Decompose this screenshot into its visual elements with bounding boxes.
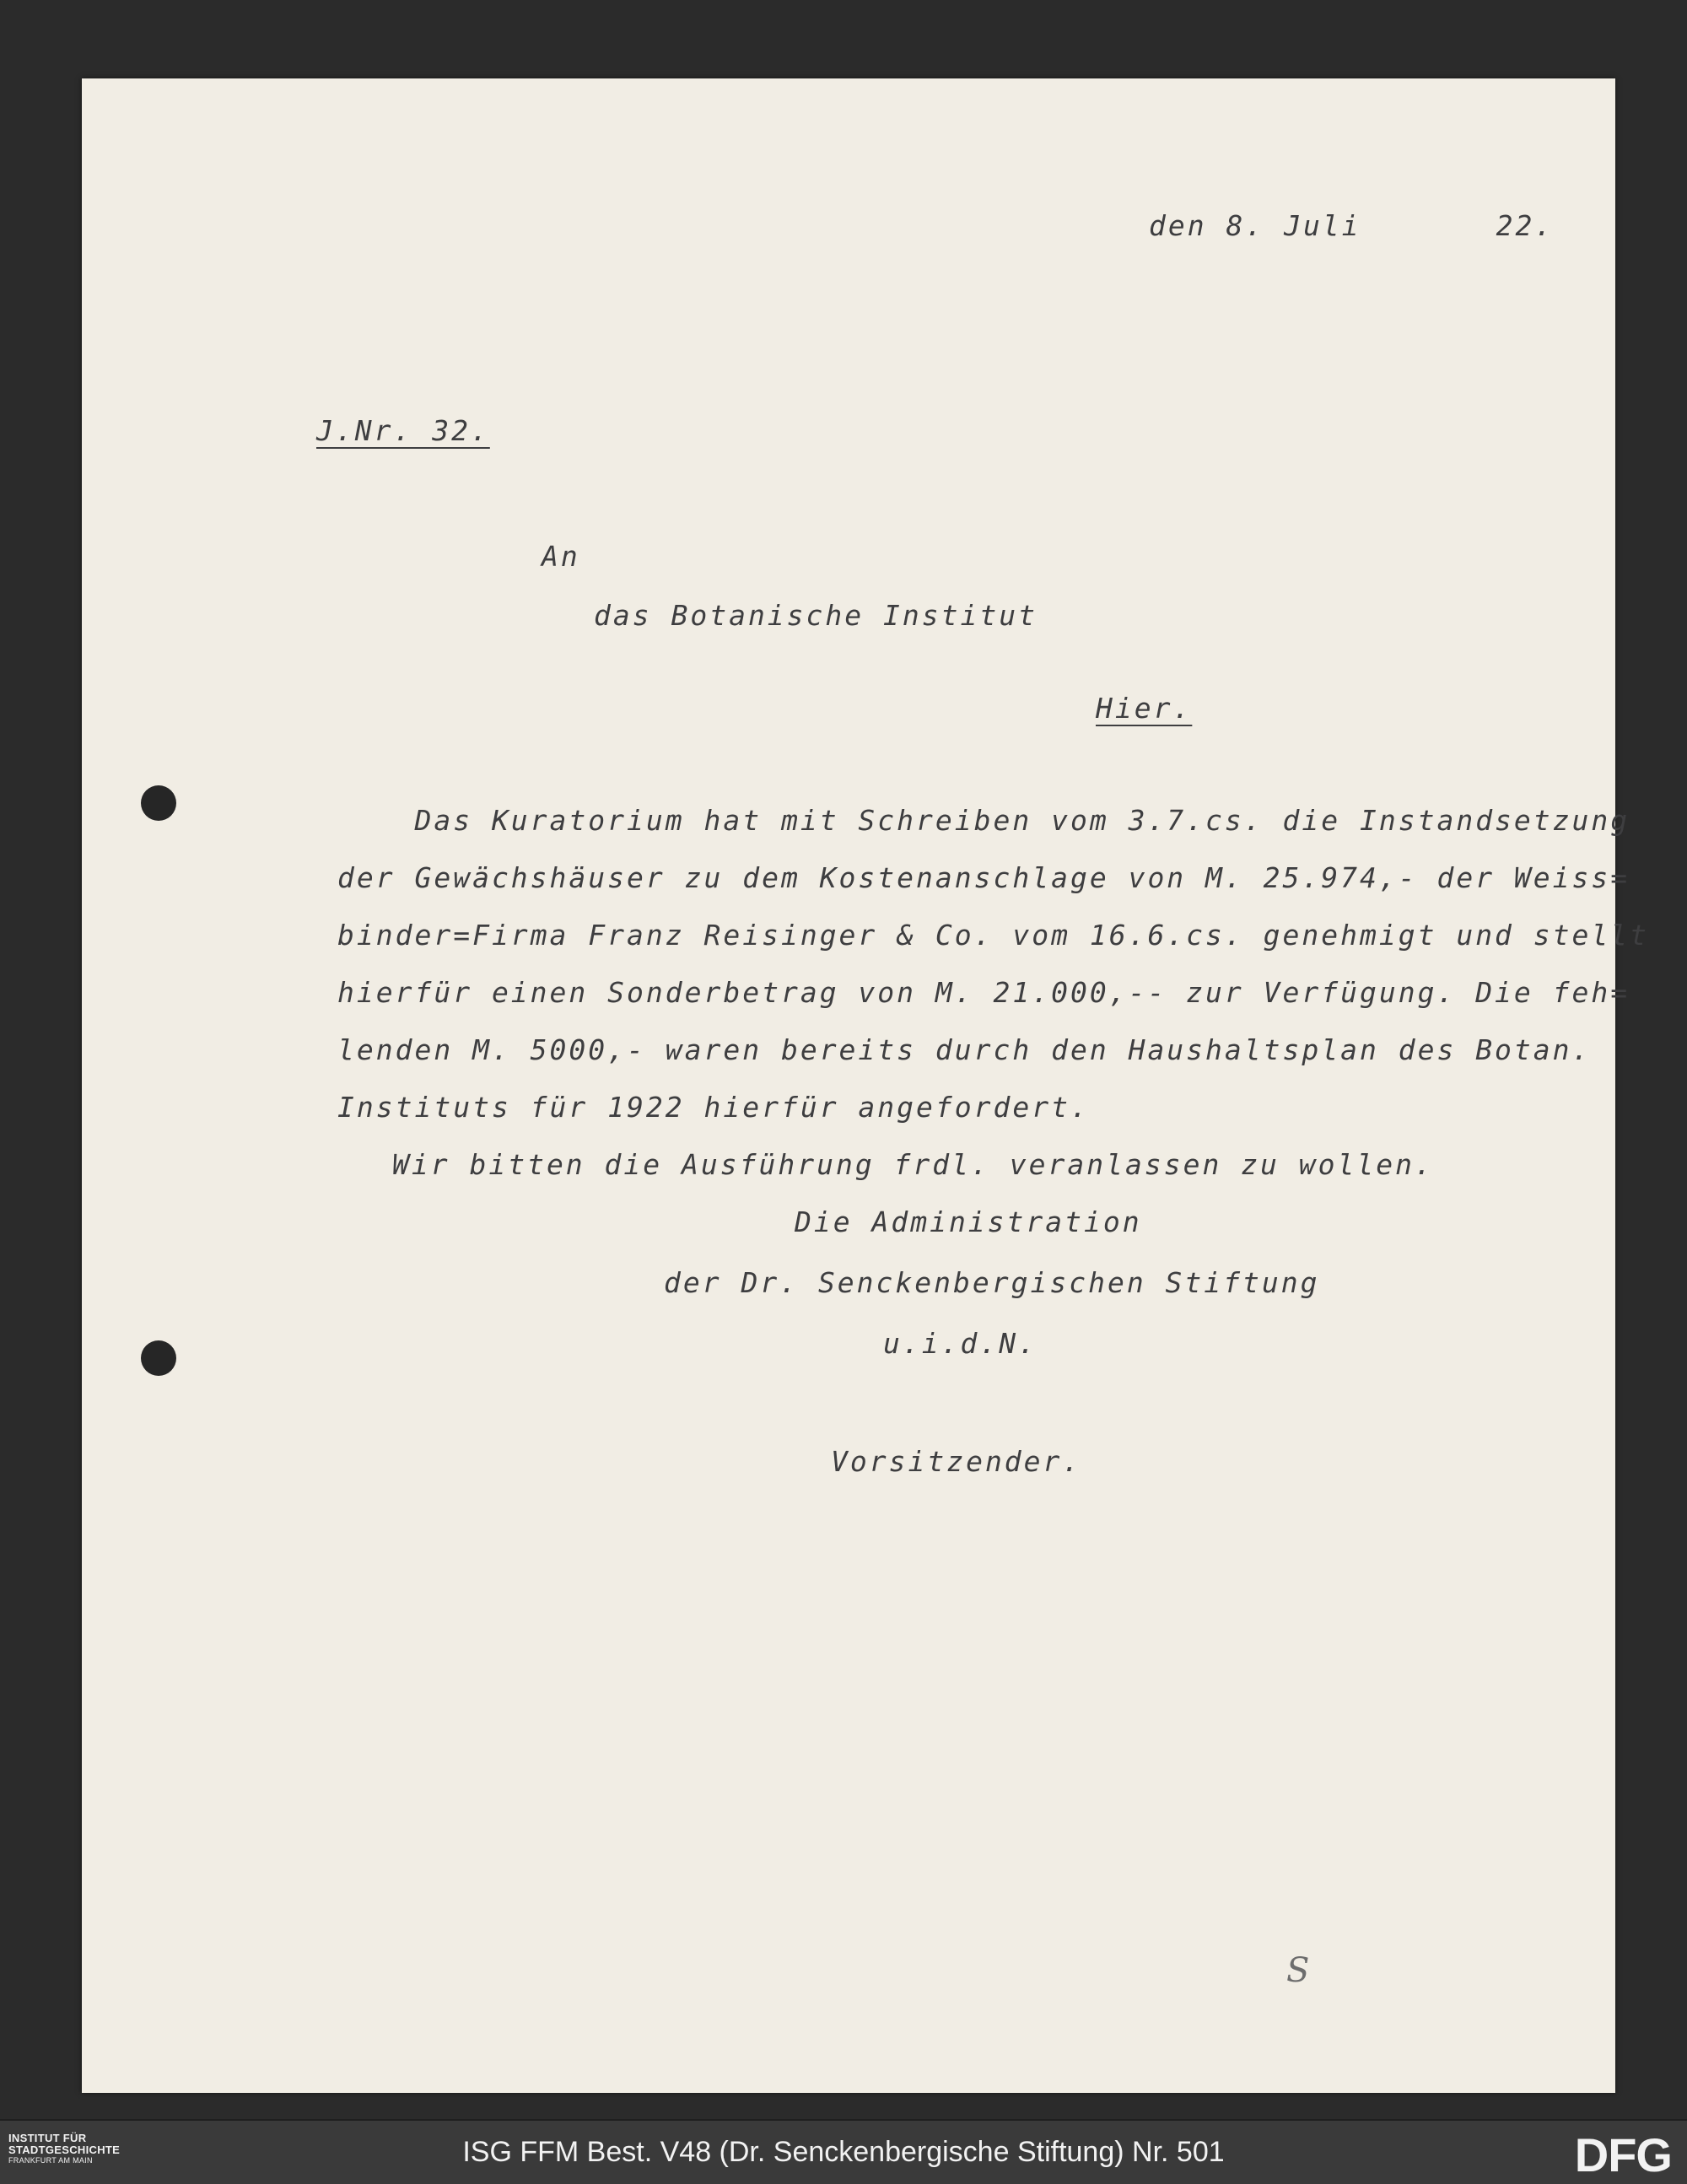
body-line: binder=Firma Franz Reisinger & Co. vom 16.6.cs. genehmigt und stellt <box>337 919 1650 952</box>
signature-line: Die Administration <box>795 1205 1142 1238</box>
punch-hole-top <box>141 785 176 821</box>
letter-page <box>82 78 1650 2093</box>
address-to: An <box>542 540 580 573</box>
body-line: hierfür einen Sonderbetrag von M. 21.000,-- zur Verfügung. Die feh= <box>337 976 1630 1009</box>
institution-line-3: FRANKFURT AM MAIN <box>8 2156 93 2165</box>
signature-line: u.i.d.N. <box>883 1327 1038 1360</box>
institution-line-2: STADTGESCHICHTE <box>8 2144 121 2156</box>
body-line: Instituts für 1922 hierfür angefordert. <box>337 1091 1090 1124</box>
location: Hier. <box>1096 692 1193 725</box>
body-line: Das Kuratorium hat mit Schreiben vom 3.7.cs. die Instandsetzung <box>337 804 1630 837</box>
archive-caption: ISG FFM Best. V48 (Dr. Senckenbergische Stiftung) Nr. 501 <box>462 2136 1225 2168</box>
body-line: lenden M. 5000,- waren bereits durch den Haushaltsplan des Botan. <box>337 1033 1592 1066</box>
pencil-mark: S <box>1286 1951 1310 1990</box>
punch-hole-bottom <box>141 1340 176 1376</box>
letter-date: den 8. Juli 22. <box>1149 209 1555 242</box>
institution-line-1: INSTITUT FÜR <box>8 2132 87 2144</box>
recipient: das Botanische Institut <box>594 599 1038 632</box>
journal-number: J.Nr. 32. <box>316 414 490 447</box>
body-line: der Gewächshäuser zu dem Kostenanschlage von M. 25.974,- der Weiss= <box>337 861 1630 894</box>
signatory-title: Vorsitzender. <box>831 1445 1082 1478</box>
request-line: Wir bitten die Ausführung frdl. veranlassen zu wollen. <box>392 1148 1434 1181</box>
archive-footer <box>0 2119 1687 2184</box>
signature-line: der Dr. Senckenbergischen Stiftung <box>664 1266 1320 1299</box>
dfg-logo: DFG <box>1574 2128 1672 2181</box>
